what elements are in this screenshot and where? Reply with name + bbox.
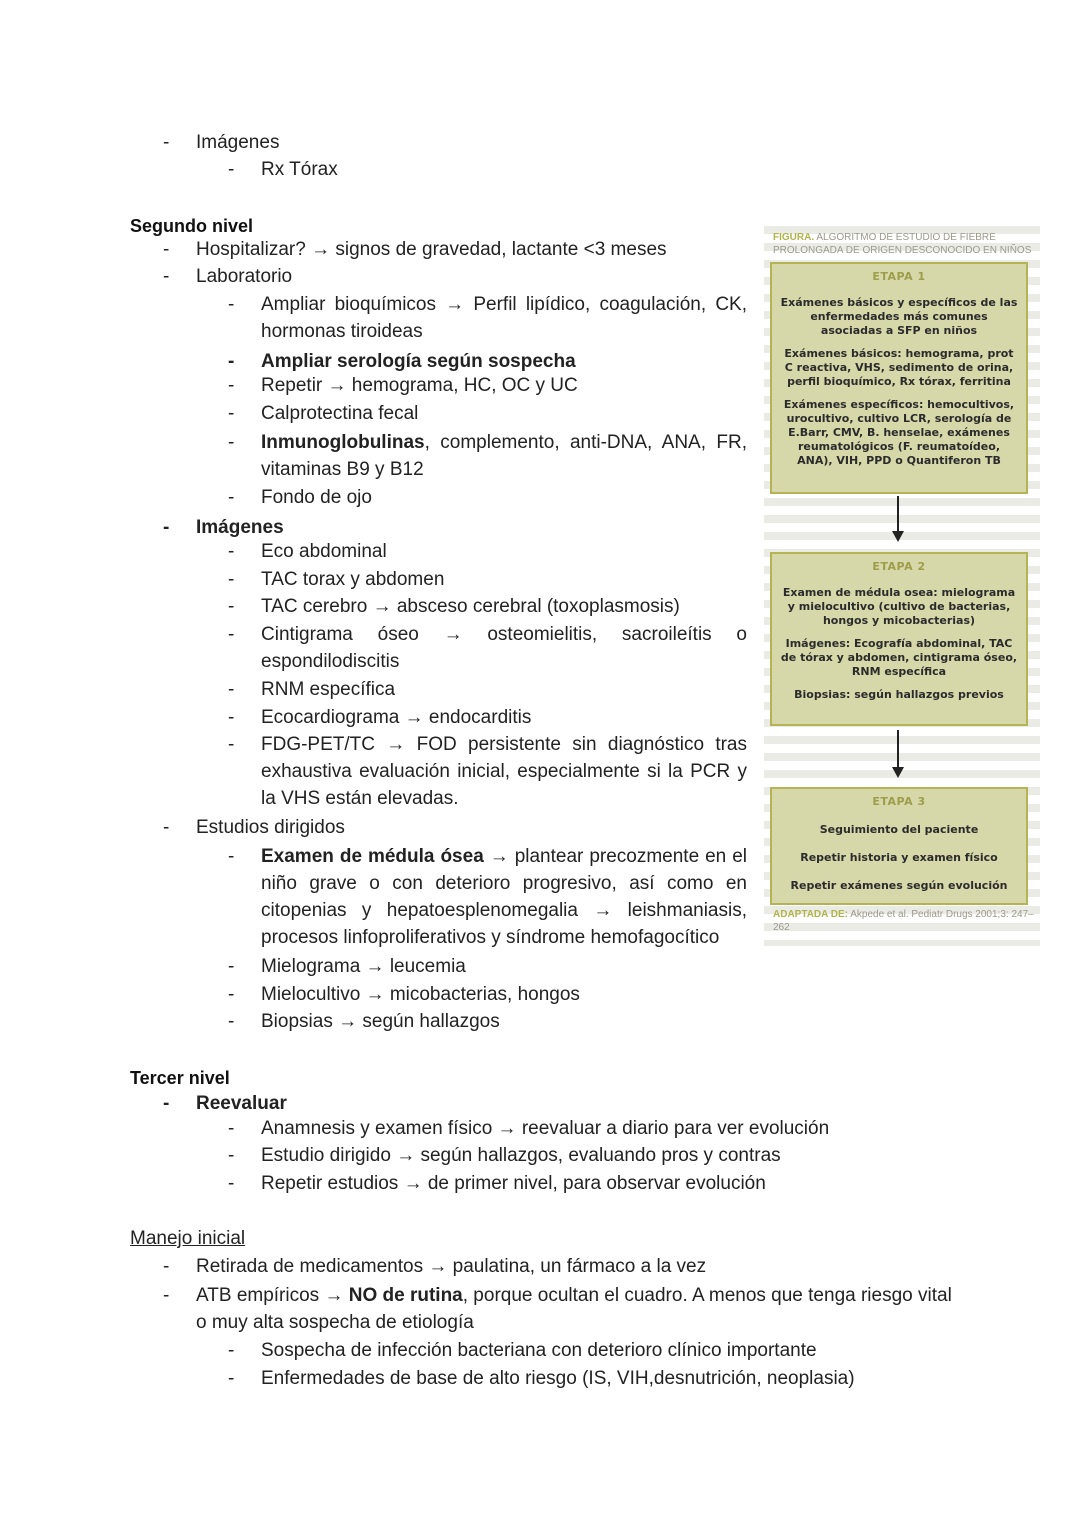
list-item: Estudios dirigidos [196,817,345,838]
list-item: Estudio dirigido → según hallazgos, evaluando pros y contras [261,1145,781,1166]
stage-1-box [770,262,1028,494]
figure-label: FIGURA. [773,232,815,243]
list-item: Repetir → hemograma, HC, OC y UC [261,375,578,396]
bullet-dash: - [228,541,235,562]
list-item: Laboratorio [196,266,293,287]
stage-text: Imágenes: Ecografía abdominal, TAC de tórax y abdomen, cintigrama óseo, RNM específica [780,637,1018,678]
stage-title: ETAPA 2 [872,560,926,573]
stage-title: ETAPA 3 [872,795,926,808]
stage-text: Exámenes básicos y específicos de las enfermedades más comunes asociadas a SFP en niños [780,296,1018,337]
bullet-dash: - [228,1368,235,1389]
bullet-dash: - [163,132,170,153]
bullet-dash: - [228,846,235,867]
list-item: Ampliar bioquímicos → Perfil lipídico, coagulación, CK, hormonas tiroideas [261,294,747,342]
bullet-dash: - [228,569,235,590]
list-item-text: → plantear precozmente en el niño grave o con deterioro progresivo, así como en citopenias y hepatoesplenomegalia → leishmaniasis, procesos linfoproliferativos y síndrome hemofagocítico [261,846,747,948]
bullet-dash: - [228,707,235,728]
bullet-dash: - [228,1173,235,1194]
section-heading: Segundo nivel [130,216,254,236]
list-item: Imágenes [196,517,284,538]
bullet-dash: - [228,432,235,453]
stage-text: Exámenes específicos: hemocultivos, urocultivo, cultivo LCR, serología de E.Barr, CMV, B. henselae, exámenes reumatológicos (F. reumatoídeo, ANA), VIH, PPD o Quantiferon TB [783,398,1015,467]
list-item: FDG-PET/TC → FOD persistente sin diagnóstico tras exhaustiva evaluación inicial, especialmente si la PCR y la VHS están elevadas. [261,734,747,809]
list-item: Anamnesis y examen físico → reevaluar a diario para ver evolución [261,1118,830,1139]
list-item: Reevaluar [196,1093,287,1114]
stage-2-box [770,552,1028,726]
list-item: Calprotectina fecal [261,403,419,424]
arrow-down-icon [892,531,904,542]
stage-text: Examen de médula osea: mielograma y mielocultivo (cultivo de bacterias, hongos y micobacterias) [782,586,1016,627]
stage-text: Exámenes básicos: hemograma, prot C reactiva, VHS, sedimento de orina, perfil bioquímico, Rx tórax, ferritina [784,347,1014,388]
list-item: RNM específica [261,679,396,700]
section-heading: Tercer nivel [130,1068,230,1088]
stage-text: Repetir historia y examen físico [800,851,998,864]
list-item: Hospitalizar? → signos de gravedad, lactante <3 meses [196,239,667,260]
list-item: Eco abdominal [261,541,387,562]
list-item: TAC cerebro → absceso cerebral (toxoplasmosis) [261,596,680,617]
figure-caption [773,231,1035,257]
stage-3-box [770,787,1028,905]
list-item-text: ATB empíricos → [196,1285,349,1306]
list-item: Rx Tórax [261,159,338,180]
bullet-dash: - [228,624,235,645]
list-item: Sospecha de infección bacteriana con deterioro clínico importante [261,1340,817,1361]
list-item: Mielograma → leucemia [261,956,466,977]
list-item [196,1282,956,1336]
stage-text: Repetir exámenes según evolución [790,879,1008,892]
figure-source [773,908,1035,934]
stage-text: Seguimiento del paciente [819,823,979,836]
list-item: Biopsias → según hallazgos [261,1011,500,1032]
bullet-dash: - [163,239,170,260]
list-item: Fondo de ojo [261,487,372,508]
list-item [261,429,747,483]
bullet-dash: - [228,734,235,755]
list-item: Repetir estudios → de primer nivel, para observar evolución [261,1173,766,1194]
list-item-text: , complemento, anti-DNA, ANA, FR, vitaminas B9 y B12 [261,432,747,480]
bullet-dash: - [228,1340,235,1361]
list-item: Ecocardiograma → endocarditis [261,707,532,728]
bullet-dash: - [228,487,235,508]
bullet-dash: - [163,266,170,287]
bullet-dash: - [228,159,235,180]
stage-text: Biopsias: según hallazgos previos [794,688,1004,701]
bullet-dash: - [228,679,235,700]
bullet-dash: - [163,817,170,838]
list-item: Enfermedades de base de alto riesgo (IS, VIH,desnutrición, neoplasia) [261,1368,855,1389]
bullet-dash: - [228,984,235,1005]
algorithm-figure [764,226,1040,946]
figure-title: ALGORITMO DE ESTUDIO DE FIEBRE PROLONGADA DE ORIGEN DESCONOCIDO EN NIÑOS [773,232,1032,256]
list-item-text: , porque ocultan el cuadro. A menos que tenga riesgo vital o muy alta sospecha de etiología [196,1285,952,1333]
bold-term: Inmunoglobulinas [261,432,425,453]
bullet-dash: - [163,1256,170,1277]
bold-term: NO de rutina [348,1285,463,1306]
bullet-dash: - [228,294,235,315]
list-item: Imágenes [196,132,280,153]
list-item: Mielocultivo → micobacterias, hongos [261,984,580,1005]
flow-arrow-line [897,496,899,532]
list-item: Ampliar serología según sospecha [261,351,576,372]
bullet-dash: - [163,1093,170,1114]
bullet-dash: - [228,956,235,977]
source-label: ADAPTADA DE: [773,909,848,920]
bullet-dash: - [228,351,235,372]
arrow-down-icon [892,767,904,778]
bullet-dash: - [163,517,170,538]
list-item: TAC torax y abdomen [261,569,445,590]
list-item [261,843,747,951]
bullet-dash: - [228,1011,235,1032]
stage-title: ETAPA 1 [872,270,926,283]
bullet-dash: - [228,375,235,396]
bullet-dash: - [163,1285,170,1306]
bullet-dash: - [228,403,235,424]
section-heading: Manejo inicial [130,1228,246,1249]
bold-term: Examen de médula ósea [261,846,484,867]
bullet-dash: - [228,1145,235,1166]
bullet-dash: - [228,596,235,617]
list-item: Cintigrama óseo → osteomielitis, sacroileítis o espondilodiscitis [261,624,747,672]
source-text: Akpede et al. Pediatr Drugs 2001;3: 247–262 [773,909,1034,933]
list-item: Retirada de medicamentos → paulatina, un fármaco a la vez [196,1256,707,1277]
bullet-dash: - [228,1118,235,1139]
flow-arrow-line [897,730,899,768]
